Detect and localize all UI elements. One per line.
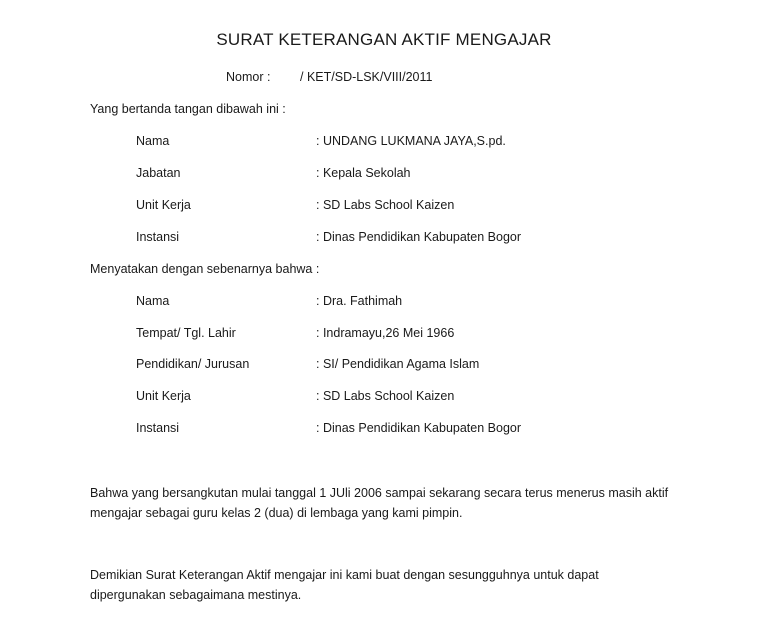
teacher-unit-value: : SD Labs School Kaizen [316, 389, 455, 403]
teacher-unit-label: Unit Kerja [136, 389, 191, 403]
teacher-name-value: : Dra. Fathimah [316, 294, 403, 308]
signer-unit-value: : SD Labs School Kaizen [316, 198, 455, 212]
letter-title: SURAT KETERANGAN AKTIF MENGAJAR [216, 30, 552, 49]
teacher-birth-label: Tempat/ Tgl. Lahir [136, 326, 236, 340]
teacher-agency-value: : Dinas Pendidikan Kabupaten Bogor [316, 421, 522, 435]
signer-name-label: Nama [136, 134, 170, 148]
teacher-education-label: Pendidikan/ Jurusan [136, 357, 250, 371]
signer-unit-label: Unit Kerja [136, 198, 191, 212]
teacher-row-birth [136, 326, 454, 340]
signer-row-name [136, 134, 506, 148]
teacher-row-name [136, 294, 402, 308]
letter-number [226, 70, 432, 84]
intro-signer: Yang bertanda tangan dibawah ini : [90, 102, 286, 116]
signer-name-value: : UNDANG LUKMANA JAYA,S.pd. [316, 134, 506, 148]
signer-position-value: : Kepala Sekolah [316, 166, 411, 180]
teacher-row-education [136, 357, 479, 371]
signer-agency-value: : Dinas Pendidikan Kabupaten Bogor [316, 230, 522, 244]
signer-row-unit [136, 198, 454, 212]
signer-agency-label: Instansi [136, 230, 180, 244]
signer-row-agency [136, 230, 521, 244]
intro-teacher: Menyatakan dengan sebenarnya bahwa : [90, 262, 320, 276]
teacher-name-label: Nama [136, 294, 170, 308]
letter-number-value: / KET/SD-LSK/VIII/2011 [300, 70, 433, 84]
closing-line-2: dipergunakan sebagaimana mestinya. [90, 588, 302, 602]
signer-row-position [136, 166, 411, 180]
signer-position-label: Jabatan [136, 166, 181, 180]
statement-paragraph [90, 483, 690, 523]
teacher-row-unit [136, 389, 454, 403]
statement-line-1: Bahwa yang bersangkutan mulai tanggal 1 JUli 2006 sampai sekarang secara terus menerus masih aktif [90, 486, 669, 500]
statement-line-2: mengajar sebagai guru kelas 2 (dua) di lembaga yang kami pimpin. [90, 506, 463, 520]
teacher-education-value: : SI/ Pendidikan Agama Islam [316, 357, 480, 371]
teacher-row-agency [136, 421, 521, 435]
teacher-birth-value: : Indramayu,26 Mei 1966 [316, 326, 455, 340]
closing-paragraph [90, 565, 690, 605]
teacher-agency-label: Instansi [136, 421, 180, 435]
letter-number-label: Nomor : [226, 70, 271, 84]
closing-line-1: Demikian Surat Keterangan Aktif mengajar ini kami buat dengan sesungguhnya untuk dapat [90, 568, 599, 582]
